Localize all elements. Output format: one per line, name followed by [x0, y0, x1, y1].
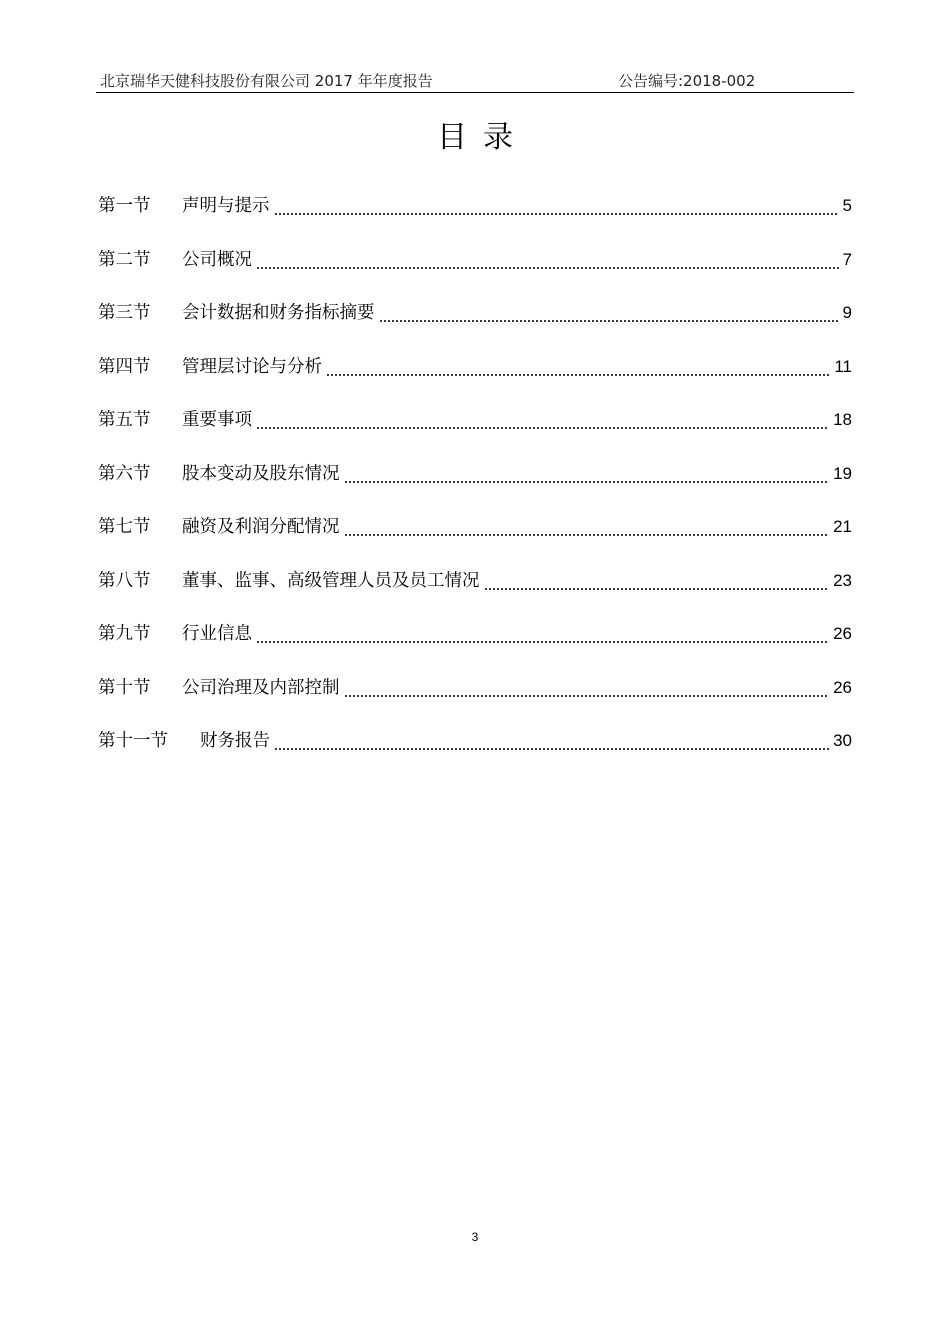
toc-dot-leader — [256, 244, 839, 276]
toc-entry-8[interactable] — [98, 565, 852, 619]
page-number: 3 — [471, 1230, 479, 1244]
toc-page-number: 7 — [842, 249, 852, 269]
page-header — [96, 66, 854, 93]
toc-section-number: 第二节 — [98, 249, 151, 270]
toc-section-title: 财务报告 — [200, 731, 270, 751]
toc-dot-leader — [484, 565, 830, 597]
toc-entry-7[interactable] — [98, 511, 852, 565]
toc-dot-leader — [344, 511, 830, 543]
toc-dot-leader — [274, 190, 839, 222]
toc-section-number: 第六节 — [98, 463, 151, 484]
toc-page-number: 26 — [833, 624, 852, 643]
toc-dot-leader — [256, 404, 829, 436]
toc-section-title: 重要事项 — [182, 410, 252, 430]
toc-entry-2[interactable] — [98, 244, 852, 298]
toc-entry-9[interactable] — [98, 618, 852, 672]
toc-dot-leader — [274, 725, 829, 757]
toc-section-number: 第七节 — [98, 517, 151, 537]
toc-page-number: 11 — [834, 356, 852, 376]
toc-entry-11[interactable] — [98, 725, 852, 779]
toc-page-number: 23 — [833, 570, 852, 590]
toc-section-title: 公司概况 — [182, 249, 252, 270]
toc-section-number: 第四节 — [98, 356, 151, 377]
toc-section-number: 第十节 — [98, 677, 151, 698]
toc-page-number: 26 — [833, 677, 852, 697]
toc-section-number: 第一节 — [98, 196, 151, 216]
page-title: 目录 — [437, 120, 529, 155]
toc-section-number: 第九节 — [98, 624, 151, 644]
toc-section-title: 公司治理及内部控制 — [182, 677, 340, 698]
toc-entry-6[interactable] — [98, 458, 852, 512]
toc-dot-leader — [326, 351, 830, 383]
table-of-contents — [98, 190, 852, 779]
toc-entry-5[interactable] — [98, 404, 852, 458]
toc-section-title: 行业信息 — [182, 624, 252, 644]
toc-entry-1[interactable] — [98, 190, 852, 244]
toc-section-number: 第三节 — [98, 303, 151, 323]
toc-page-number: 9 — [842, 303, 852, 322]
toc-page-number: 18 — [833, 410, 852, 429]
toc-section-title: 会计数据和财务指标摘要 — [182, 303, 375, 323]
toc-dot-leader — [256, 618, 829, 650]
header-notice-number: 公告编号:2018-002 — [618, 72, 756, 90]
toc-section-title: 融资及利润分配情况 — [182, 517, 340, 537]
toc-page-number: 21 — [833, 517, 852, 536]
toc-page-number: 30 — [833, 731, 852, 750]
toc-page-number: 5 — [842, 196, 852, 215]
toc-dot-leader — [344, 672, 830, 704]
toc-dot-leader — [379, 297, 839, 329]
toc-section-title: 股本变动及股东情况 — [182, 463, 340, 484]
toc-section-number: 第五节 — [98, 410, 151, 430]
toc-section-title: 董事、监事、高级管理人员及员工情况 — [182, 570, 480, 591]
toc-page-number: 19 — [833, 463, 852, 483]
toc-section-number: 第八节 — [98, 570, 151, 591]
toc-section-number: 第十一节 — [98, 731, 168, 751]
toc-entry-4[interactable] — [98, 351, 852, 405]
header-company-report: 北京瑞华天健科技股份有限公司 2017 年年度报告 — [100, 72, 433, 90]
toc-section-title: 管理层讨论与分析 — [182, 356, 322, 377]
toc-entry-3[interactable] — [98, 297, 852, 351]
toc-entry-10[interactable] — [98, 672, 852, 726]
toc-section-title: 声明与提示 — [182, 196, 270, 216]
toc-dot-leader — [344, 458, 830, 490]
